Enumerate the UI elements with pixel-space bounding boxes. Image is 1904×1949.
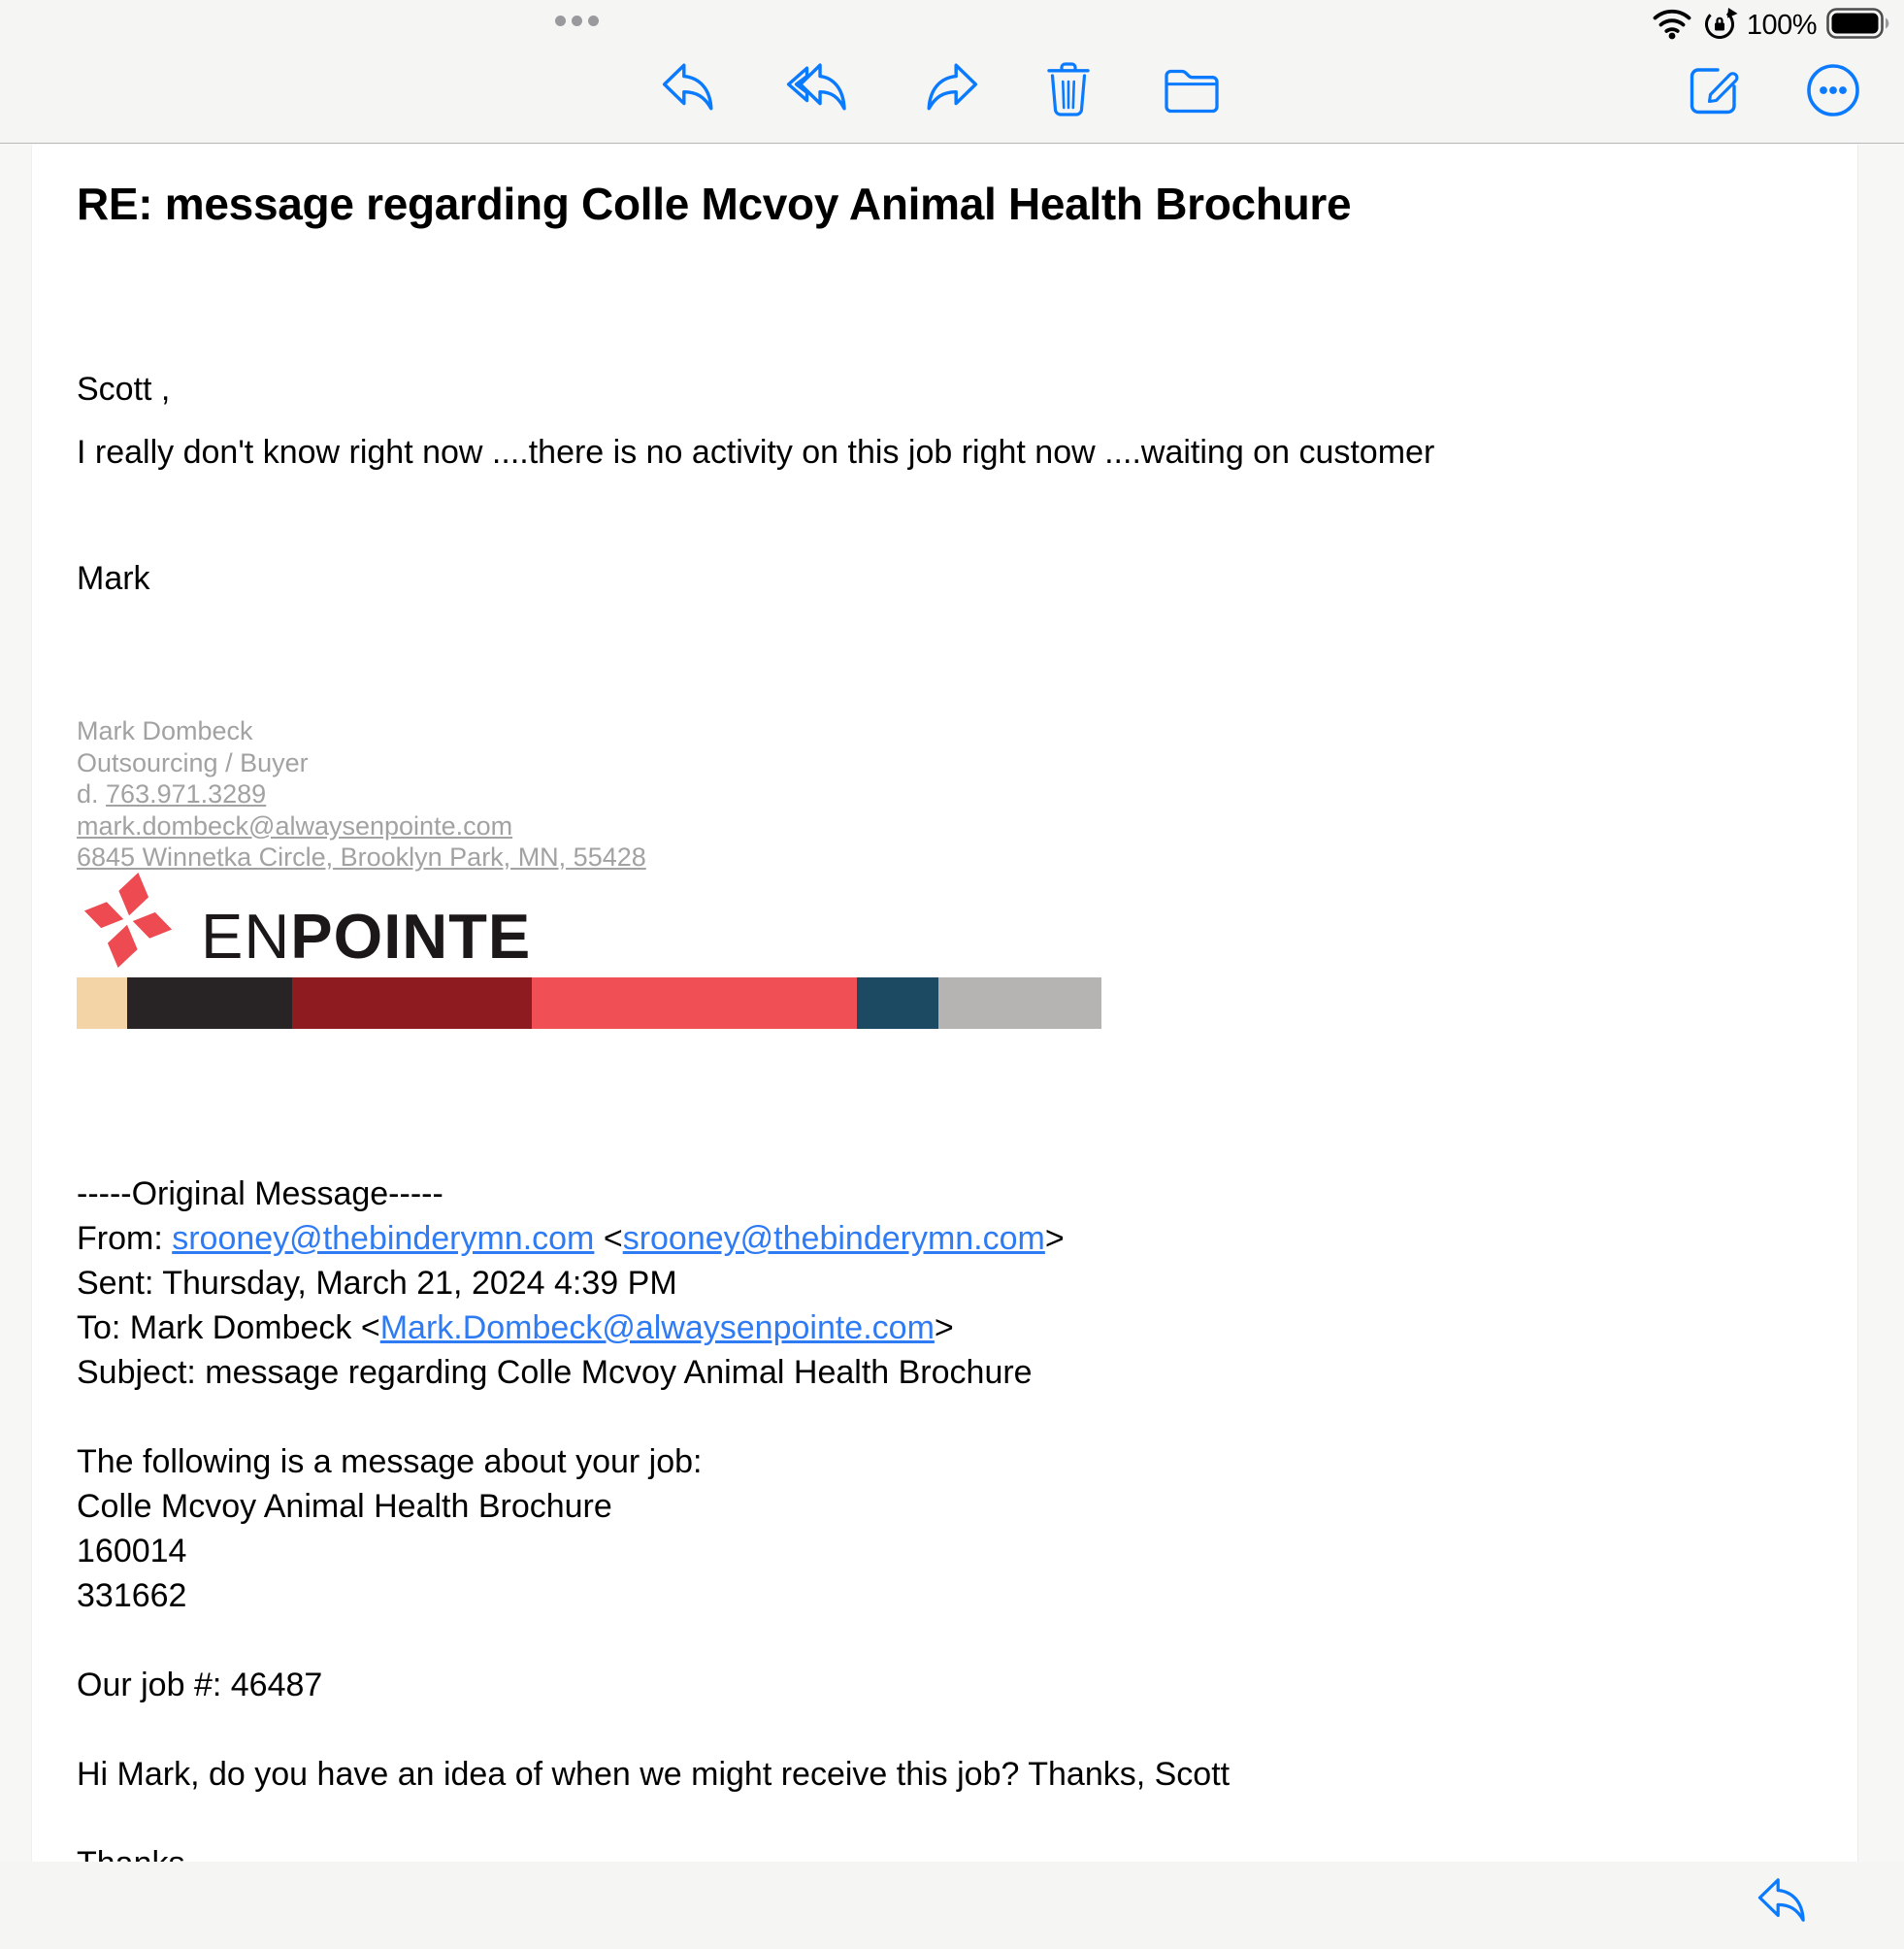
- folder-button[interactable]: [1164, 66, 1220, 115]
- quoted-job-name: Colle Mcvoy Animal Health Brochure: [77, 1488, 612, 1525]
- orientation-lock-icon: [1702, 6, 1737, 46]
- bottom-toolbar: [0, 1862, 1904, 1949]
- quoted-from-line: From: srooney@thebinderymn.com <srooney@thebinderymn.com>: [77, 1220, 1065, 1257]
- to-email-link[interactable]: Mark.Dombeck@alwaysenpointe.com: [379, 1309, 935, 1346]
- reply-button[interactable]: [661, 62, 717, 113]
- reply-all-button[interactable]: [786, 62, 852, 113]
- quoted-job-number-2: 331662: [77, 1577, 187, 1614]
- email-subject: RE: message regarding Colle Mcvoy Animal Health Brochure: [77, 179, 1352, 229]
- quoted-our-job: Our job #: 46487: [77, 1667, 323, 1703]
- battery-icon: [1826, 8, 1890, 44]
- body-signoff: Mark: [77, 560, 150, 597]
- brand-color-segment: [857, 977, 938, 1029]
- compose-button[interactable]: [1686, 62, 1742, 118]
- battery-percent-label: 100%: [1746, 10, 1817, 41]
- trash-button[interactable]: [1044, 60, 1093, 118]
- signature-phone-link[interactable]: 763.971.3289: [106, 779, 267, 809]
- enpointe-wordmark: ENPOINTE: [201, 901, 532, 972]
- from-email-link[interactable]: srooney@thebinderymn.com: [172, 1220, 595, 1257]
- from-email-link-2[interactable]: srooney@thebinderymn.com: [622, 1220, 1045, 1257]
- enpointe-logo: [77, 869, 531, 973]
- email-signature: [77, 715, 646, 874]
- brand-color-segment: [532, 977, 857, 1029]
- quoted-sent-line: Sent: Thursday, March 21, 2024 4:39 PM: [77, 1265, 677, 1302]
- brand-color-segment: [938, 977, 1101, 1029]
- forward-button[interactable]: [923, 62, 979, 113]
- original-message-divider: -----Original Message-----: [77, 1175, 443, 1212]
- email-body: [77, 358, 1717, 611]
- signature-email-link[interactable]: mark.dombeck@alwaysenpointe.com: [77, 810, 513, 841]
- brand-color-segment: [292, 977, 532, 1029]
- quoted-subject-line: Subject: message regarding Colle Mcvoy Animal Health Brochure: [77, 1354, 1033, 1391]
- more-button[interactable]: [1805, 62, 1861, 118]
- wifi-icon: [1652, 7, 1692, 45]
- body-message: I really don't know right now ....there is no activity on this job right now ....waiting on customer: [77, 434, 1435, 471]
- enpointe-pinwheel-icon: [77, 869, 180, 972]
- top-toolbar: [0, 0, 1904, 144]
- quoted-to-line: To: Mark Dombeck <Mark.Dombeck@alwaysenpointe.com>: [77, 1309, 954, 1346]
- quoted-message: [77, 1172, 1814, 1886]
- quoted-job-number-1: 160014: [77, 1533, 187, 1569]
- signature-address-link[interactable]: 6845 Winnetka Circle, Brooklyn Park, MN, 55428: [77, 842, 646, 872]
- body-greeting: Scott ,: [77, 371, 171, 408]
- status-bar: [1652, 6, 1890, 46]
- email-message-view: [31, 145, 1858, 1862]
- signature-phone-prefix: d.: [77, 779, 107, 809]
- brand-color-bar: [77, 977, 1101, 1029]
- app-switcher-handle-icon[interactable]: [555, 16, 599, 26]
- quoted-intro: The following is a message about your job:: [77, 1443, 703, 1480]
- quoted-question: Hi Mark, do you have an idea of when we might receive this job? Thanks, Scott: [77, 1756, 1231, 1793]
- signature-name: Mark Dombeck: [77, 716, 253, 745]
- quick-reply-button[interactable]: [1756, 1877, 1809, 1929]
- signature-title: Outsourcing / Buyer: [77, 747, 309, 777]
- brand-color-segment: [127, 977, 292, 1029]
- brand-color-segment: [77, 977, 127, 1029]
